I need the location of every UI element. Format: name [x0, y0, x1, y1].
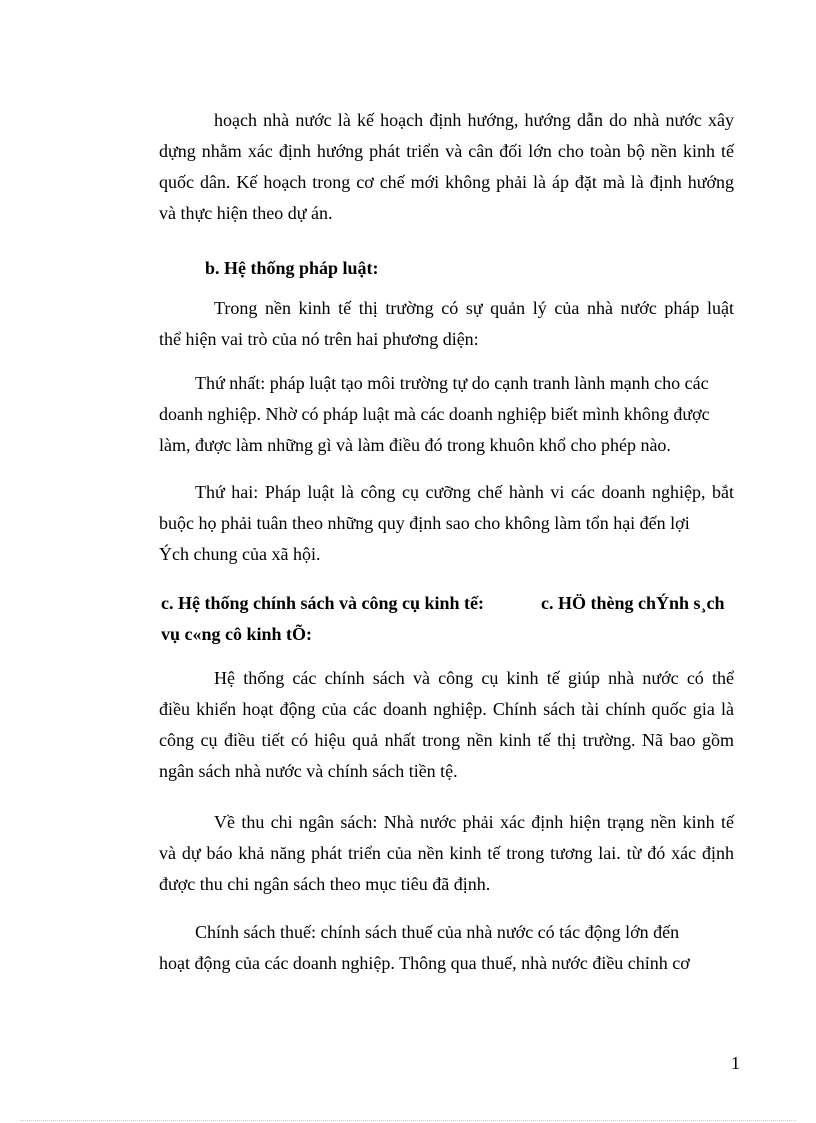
- text-line: và dự báo khả năng phát triển của nền kinh tế trong tương lai. từ đó xác định: [159, 843, 734, 863]
- paragraph-policy: [159, 663, 734, 787]
- text-line: Chính sách thuế: chính sách thuế của nhà nước có tác động lớn đến: [195, 922, 680, 942]
- paragraph-budget: [159, 807, 734, 900]
- text-line: điều khiển hoạt động của các doanh nghiệp. Chính sách tài chính quốc gia là: [159, 699, 734, 719]
- paragraph-intro: [159, 105, 734, 229]
- text-line: được thu chi ngân sách theo mục tiêu đã định.: [159, 874, 491, 894]
- text-line: Thứ hai: Pháp luật là công cụ cưỡng chế hành vi các doanh nghiệp, bắt: [195, 482, 734, 502]
- text-line: buộc họ phải tuân theo những quy định sao cho không làm tổn hại đến lợi: [159, 513, 690, 533]
- text-line: làm, được làm những gì và làm điều đó trong khuôn khổ cho phép nào.: [159, 435, 671, 455]
- text-line: doanh nghiệp. Nhờ có pháp luật mà các doanh nghiệp biết mình không được: [159, 404, 710, 424]
- text-line: Hệ thống các chính sách và công cụ kinh tế giúp nhà nước có thể: [214, 668, 734, 688]
- paragraph-tax: [159, 917, 719, 979]
- heading-text: c. Hệ thống chính sách và công cụ kinh tế:: [161, 593, 485, 613]
- text-line: Ých chung của xã hội.: [159, 544, 321, 564]
- text-line: công cụ điều tiết có hiệu quả nhất trong nền kinh tế thị trường. Nã bao gồm: [159, 730, 734, 750]
- paragraph-second: [159, 477, 734, 570]
- text-line: hoạt động của các doanh nghiệp. Thông qua thuế, nhà nước điều chỉnh cơ: [159, 953, 690, 973]
- paragraph-first: [159, 368, 734, 461]
- text-line: ngân sách nhà nước và chính sách tiền tệ.: [159, 761, 458, 781]
- text-line: quốc dân. Kế hoạch trong cơ chế mới không phải là áp đặt mà là định hướng: [159, 172, 734, 192]
- text-line: Trong nền kinh tế thị trường có sự quản lý của nhà nước pháp luật: [214, 298, 734, 318]
- text-line: thể hiện vai trò của nó trên hai phương diện:: [159, 329, 479, 349]
- text-line: và thực hiện theo dự án.: [159, 203, 333, 223]
- heading-text: b. Hệ thống pháp luật:: [205, 258, 379, 278]
- paragraph-law-intro: [159, 293, 734, 355]
- text-line: hoạch nhà nước là kế hoạch định hướng, hướng dẫn do nhà nước xây: [214, 110, 734, 130]
- heading-text-continued: vụ c«ng cô kinh tÕ:: [161, 624, 313, 644]
- section-heading-c: [161, 588, 741, 650]
- text-line: dựng nhằm xác định hướng phát triển và cân đối lớn cho toàn bộ nền kinh tế: [159, 141, 734, 161]
- text-line: Thứ nhất: pháp luật tạo môi trường tự do cạnh tranh lành mạnh cho các: [195, 373, 709, 393]
- text-line: Về thu chi ngân sách: Nhà nước phải xác định hiện trạng nền kinh tế: [214, 812, 734, 832]
- heading-garbled-text: c. HÖ thèng chÝnh s¸ch: [541, 593, 725, 613]
- page-bottom-divider: [20, 1120, 796, 1121]
- page-number: 1: [731, 1053, 740, 1073]
- section-heading-b: [205, 253, 379, 284]
